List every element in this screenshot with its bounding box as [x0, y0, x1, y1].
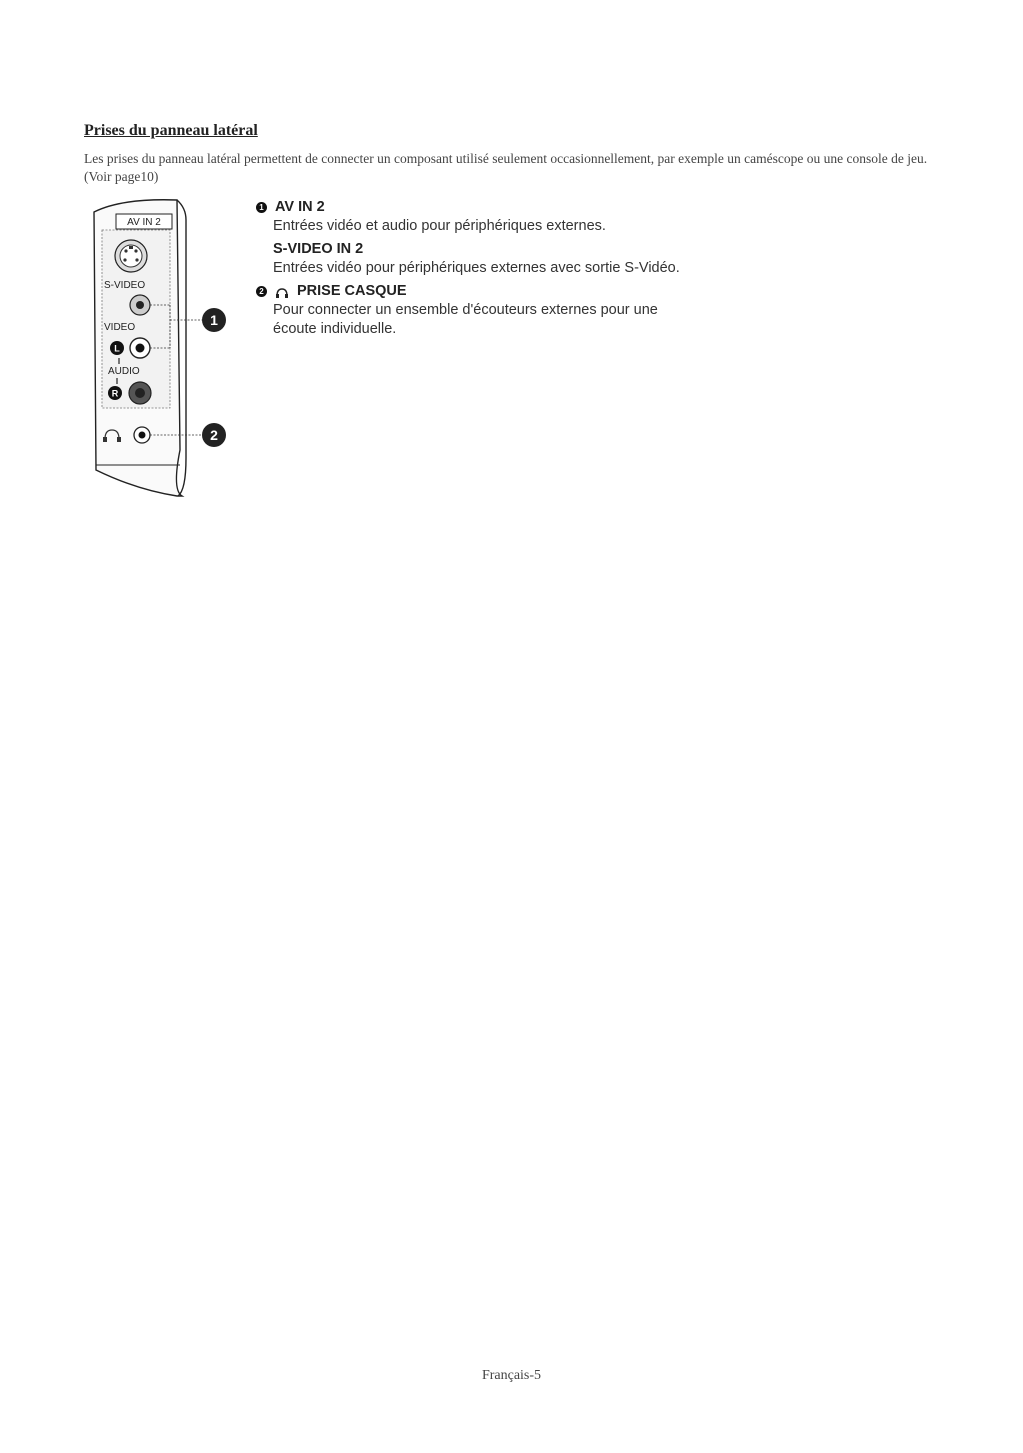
video-label: VIDEO [104, 322, 136, 333]
item-prise-casque [256, 282, 776, 339]
page-footer: Français-5 [481, 1368, 542, 1383]
right-marker: R [111, 388, 119, 399]
callout-1-badge: 1 [210, 312, 218, 328]
item-description-line-1: Pour connecter un ensemble d'écouteurs externes pour une [273, 302, 658, 318]
sub-item-description: Entrées vidéo pour périphériques externes avec sortie S-Vidéo. [273, 260, 680, 276]
panel-label: AV IN 2 [127, 217, 161, 228]
jack-descriptions [256, 198, 776, 339]
left-marker: L [114, 343, 120, 354]
item-description-line-2: écoute individuelle. [273, 321, 397, 337]
item-av-in-2 [256, 198, 776, 278]
section-title: Prises du panneau latéral [84, 122, 258, 139]
side-panel-illustration [82, 190, 242, 500]
sub-item-title: S-VIDEO IN 2 [273, 241, 364, 257]
item-title: PRISE CASQUE [297, 283, 407, 299]
audio-label: AUDIO [108, 366, 140, 377]
svideo-label: S-VIDEO [104, 280, 146, 291]
intro-paragraph: Les prises du panneau latéral permettent de connecter un composant utilisé seulement occasionnellement, par exemple un caméscope ou une console de jeu. (Voir page10) [84, 151, 928, 184]
number-badge-1: 1 [256, 202, 267, 213]
item-description: Entrées vidéo et audio pour périphériques externes. [273, 218, 606, 234]
headphones-icon [275, 286, 289, 298]
callout-2-badge: 2 [210, 427, 218, 443]
item-title: AV IN 2 [275, 199, 325, 215]
number-badge-2: 2 [256, 286, 267, 297]
